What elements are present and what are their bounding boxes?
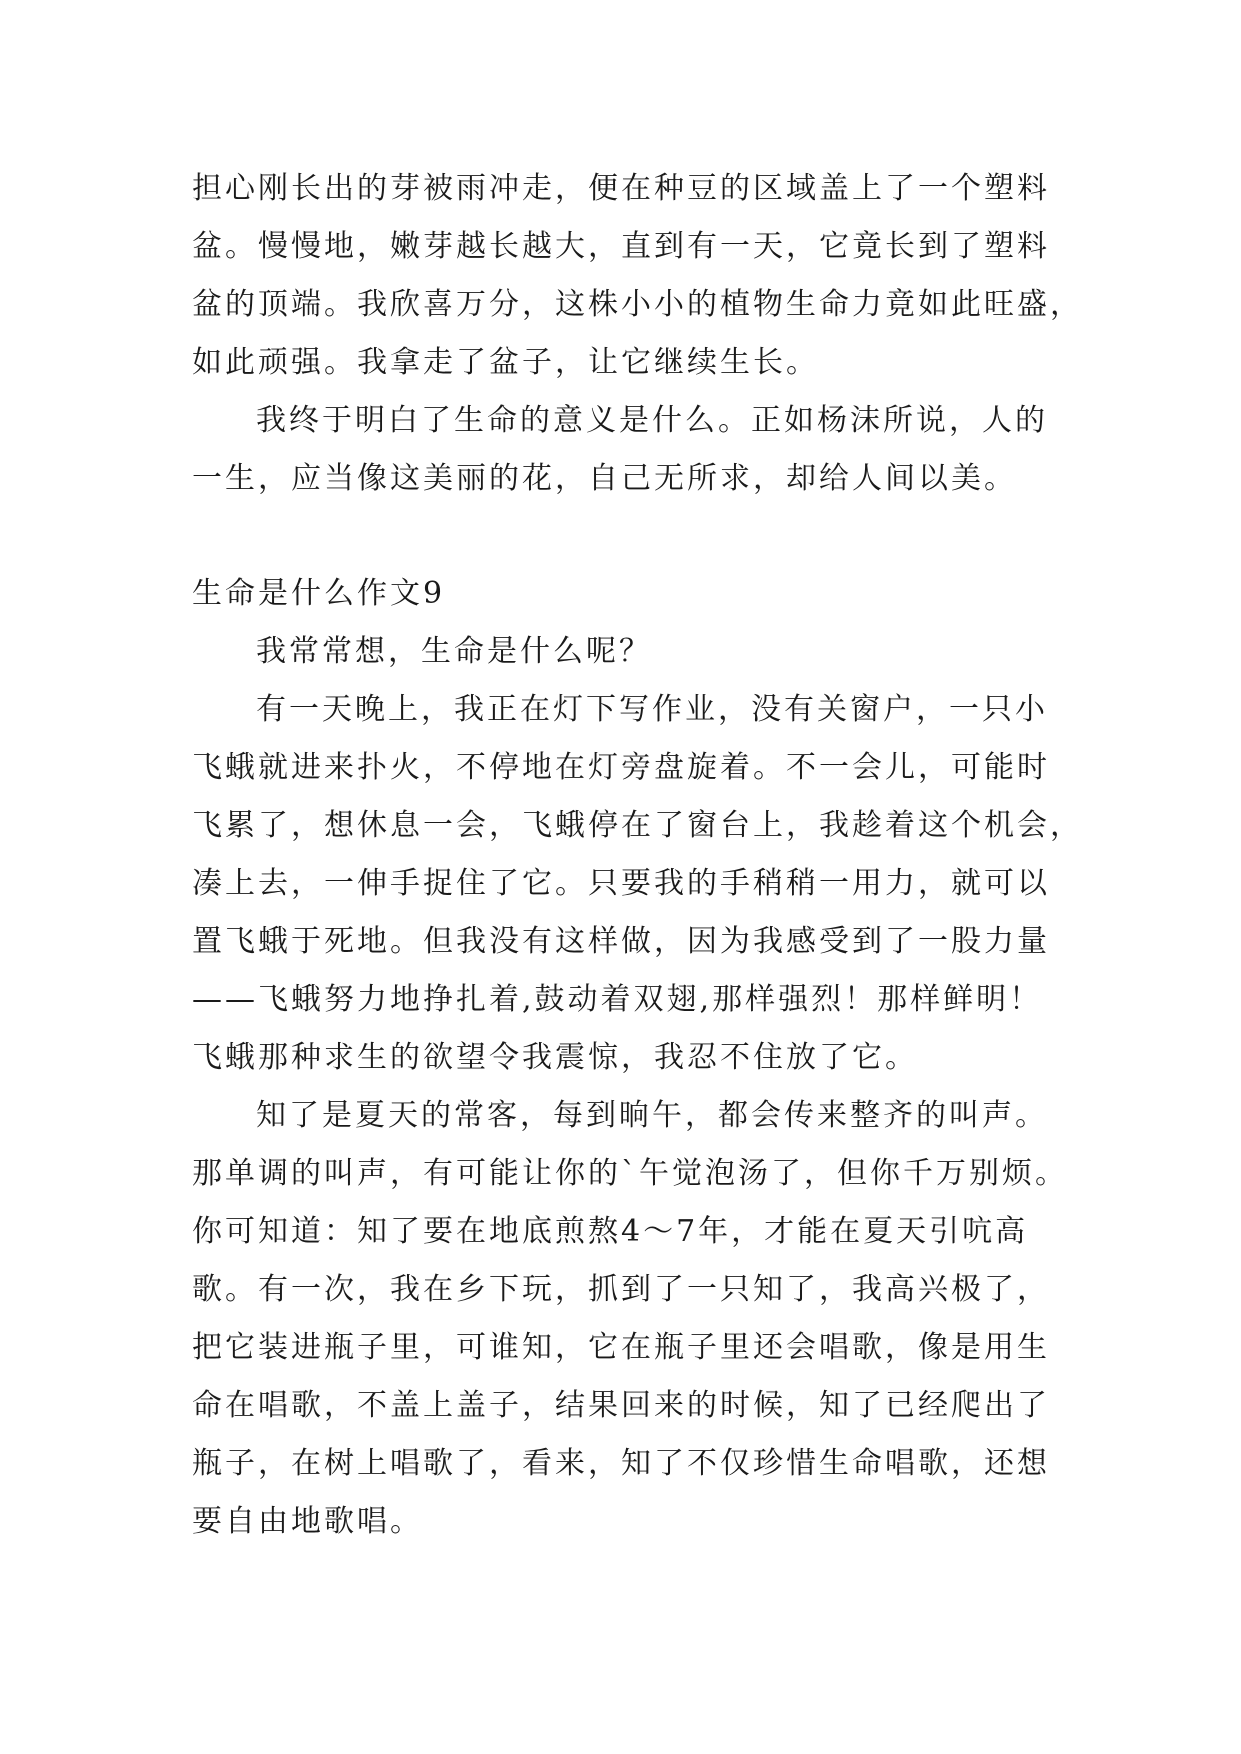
paragraph-line: 一生，应当像这美丽的花，自己无所求，却给人间以美。 — [192, 461, 1017, 496]
paragraph-line: 盆的顶端。我欣喜万分，这株小小的植物生命力竟如此旺盛， — [192, 287, 1083, 322]
paragraph-line: 飞蛾那种求生的欲望令我震惊，我忍不住放了它。 — [192, 1040, 918, 1075]
paragraph-line: 如此顽强。我拿走了盆子，让它继续生长。 — [192, 345, 819, 380]
paragraph-line: 飞累了，想休息一会，飞蛾停在了窗台上，我趁着这个机会， — [192, 808, 1083, 843]
paragraph-line: 把它装进瓶子里，可谁知，它在瓶子里还会唱歌，像是用生 — [192, 1330, 1050, 1365]
paragraph-line: 命在唱歌，不盖上盖子，结果回来的时候，知了已经爬出了 — [192, 1388, 1050, 1423]
essay-section-9 — [192, 565, 1083, 1551]
paragraph-line: 你可知道：知了要在地底煎熬4～7年，才能在夏天引吭高 — [192, 1214, 1029, 1249]
paragraph-line: 盆。慢慢地，嫩芽越长越大，直到有一天，它竟长到了塑料 — [192, 229, 1050, 264]
section-heading: 生命是什么作文9 — [192, 576, 446, 611]
paragraph-line: 担心刚长出的芽被雨冲走，便在种豆的区域盖上了一个塑料 — [192, 171, 1050, 206]
paragraph-line: ——飞蛾努力地挣扎着,鼓动着双翅,那样强烈！那样鲜明！ — [192, 982, 1043, 1017]
paragraph-line: 凑上去，一伸手捉住了它。只要我的手稍稍一用力，就可以 — [192, 866, 1050, 901]
paragraph-line: 我终于明白了生命的意义是什么。正如杨沫所说，人的 — [256, 403, 1048, 438]
paragraph-line: 歌。有一次，我在乡下玩，抓到了一只知了，我高兴极了， — [192, 1272, 1050, 1307]
paragraph-line: 有一天晚上，我正在灯下写作业，没有关窗户，一只小 — [256, 692, 1048, 727]
paragraph-line: 置飞蛾于死地。但我没有这样做，因为我感受到了一股力量 — [192, 924, 1050, 959]
essay-section-continued — [192, 160, 1083, 508]
paragraph-line: 那单调的叫声，有可能让你的`午觉泡汤了，但你千万别烦。 — [192, 1156, 1068, 1191]
paragraph-line: 知了是夏天的常客，每到晌午，都会传来整齐的叫声。 — [256, 1098, 1048, 1133]
paragraph-line: 要自由地歌唱。 — [192, 1504, 423, 1539]
paragraph-line: 飞蛾就进来扑火，不停地在灯旁盘旋着。不一会儿，可能时 — [192, 750, 1050, 785]
paragraph-line: 我常常想，生命是什么呢？ — [256, 634, 652, 669]
paragraph-line: 瓶子，在树上唱歌了，看来，知了不仅珍惜生命唱歌，还想 — [192, 1446, 1050, 1481]
